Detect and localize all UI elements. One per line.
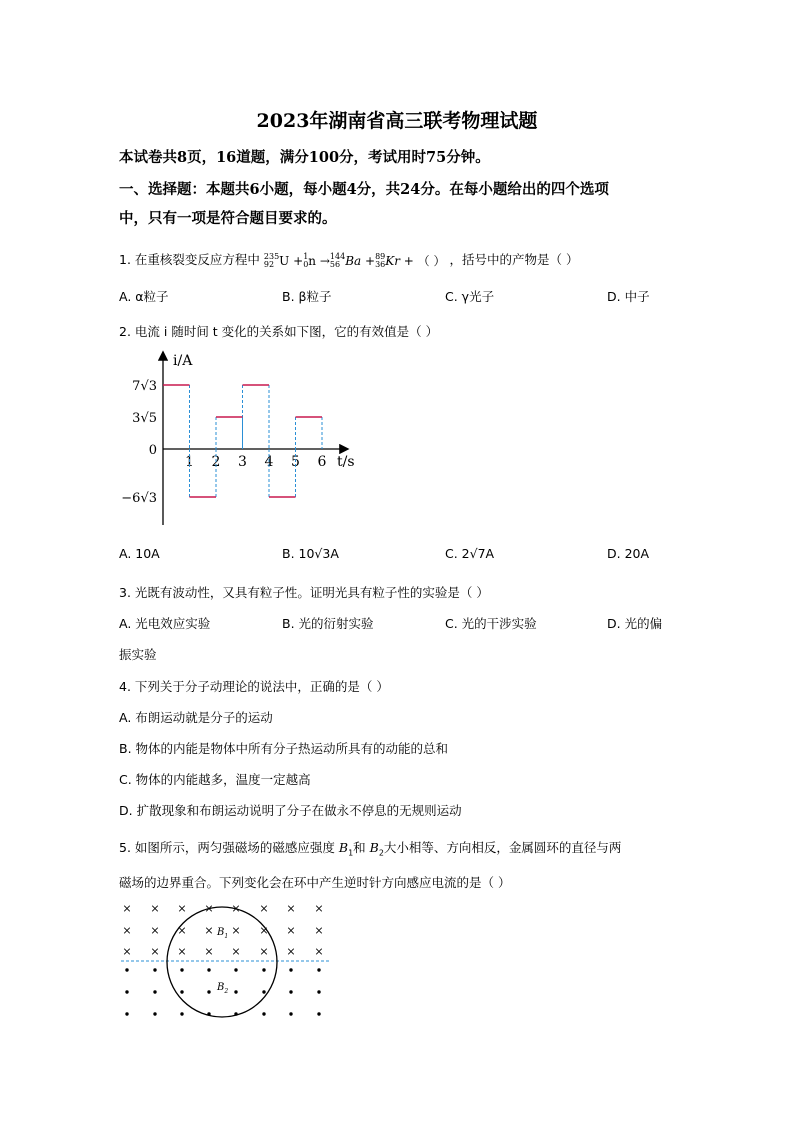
section-header-line1: 一、选择题：本题共6小题，每小题4分，共24分。在每小题给出的四个选项 — [119, 181, 609, 198]
field-into-page-mark: × — [286, 902, 296, 915]
field-into-page-mark: × — [204, 945, 214, 958]
magnetic-field-figure — [115, 898, 335, 1028]
x-tick-label: 1 — [185, 454, 194, 470]
b2-symbol: B — [369, 840, 379, 855]
field-into-page-mark: × — [150, 902, 160, 915]
u-symbol: U — [279, 253, 290, 268]
y-axis-label: i/A — [173, 353, 193, 369]
question-5-stem-mid: 和 — [353, 840, 370, 855]
field-into-page-mark: × — [314, 945, 324, 958]
field-out-of-page-mark — [262, 990, 265, 993]
q2-option-c[interactable]: C. 2√7A — [445, 546, 495, 561]
q4-option-c[interactable]: C. 物体的内能越多，温度一定越高 — [119, 772, 311, 787]
field-out-of-page-mark — [207, 990, 210, 993]
ba-mass: 144 — [329, 252, 346, 262]
kr-mass: 89 — [375, 252, 386, 262]
field-out-of-page-mark — [153, 968, 156, 971]
q1-option-b[interactable]: B. β粒子 — [282, 289, 332, 304]
x-tick-label: 2 — [211, 454, 221, 470]
question-1-stem-pre: 1. 在重核裂变反应方程中 — [119, 252, 260, 267]
ba-symbol: Ba — [345, 253, 362, 268]
q4-option-d[interactable]: D. 扩散现象和布朗运动说明了分子在做永不停息的无规则运动 — [119, 803, 462, 818]
question-1-stem — [119, 250, 578, 269]
q3-option-c[interactable]: C. 光的干涉实验 — [445, 616, 537, 631]
field-into-page-mark: × — [177, 902, 187, 915]
question-5-stem-pre: 5. 如图所示，两匀强磁场的磁感应强度 — [119, 840, 339, 855]
field-out-of-page-mark — [289, 990, 292, 993]
y-tick-label: −6√3 — [121, 491, 157, 506]
n-symbol: n — [308, 253, 317, 268]
q1-option-d[interactable]: D. 中子 — [607, 289, 650, 304]
question-5-stem-line2: 磁场的边界重合。下列变化会在环中产生逆时针方向感应电流的是（ ） — [119, 875, 511, 890]
field-out-of-page-mark — [153, 1012, 156, 1015]
q1-option-a[interactable]: A. α粒子 — [119, 289, 169, 304]
y-tick-label: 0 — [148, 443, 157, 458]
x-axis-label: t/s — [337, 454, 355, 470]
exam-intro: 本试卷共8页，16道题，满分100分，考试用时75分钟。 — [119, 149, 490, 166]
nuclear-equation: 235 92 U + 1 0 n → 144 56 Ba + 89 36 Kr + （ ） — [263, 252, 446, 270]
field-out-of-page-mark — [125, 968, 128, 971]
field-out-of-page-mark — [317, 1012, 320, 1015]
metal-ring — [167, 907, 277, 1017]
field-out-of-page-mark — [125, 990, 128, 993]
x-tick-label: 5 — [291, 454, 300, 470]
field-out-of-page-mark — [180, 1012, 183, 1015]
field-out-of-page-mark — [262, 1012, 265, 1015]
kr-z: 36 — [375, 260, 386, 270]
field-out-of-page-mark — [180, 968, 183, 971]
b1-label: $B_1$ — [217, 927, 229, 940]
field-out-of-page-mark — [317, 968, 320, 971]
page-title: 2023年湖南省高三联考物理试题 — [256, 110, 538, 132]
field-into-page-mark: × — [259, 902, 269, 915]
q3-option-b[interactable]: B. 光的衍射实验 — [282, 616, 374, 631]
field-into-page-mark: × — [231, 902, 241, 915]
current-time-graph — [115, 345, 375, 535]
field-out-of-page-mark — [234, 990, 237, 993]
field-into-page-mark: × — [150, 945, 160, 958]
question-5-stem-line1 — [119, 838, 621, 858]
b1-symbol: B — [338, 840, 349, 855]
field-into-page-mark: × — [122, 945, 132, 958]
field-out-of-page-mark — [125, 1012, 128, 1015]
b2-label: $B_2$ — [217, 982, 229, 995]
q2-option-a[interactable]: A. 10A — [119, 546, 160, 561]
q2-option-b[interactable]: B. 10√3A — [282, 546, 339, 561]
question-2-stem: 2. 电流 i 随时间 t 变化的关系如下图，它的有效值是（ ） — [119, 324, 439, 339]
q4-option-b[interactable]: B. 物体的内能是物体中所有分子热运动所具有的动能的总和 — [119, 741, 449, 756]
question-3-stem: 3. 光既有波动性，又具有粒子性。证明光具有粒子性的实验是（ ） — [119, 585, 489, 600]
field-out-of-page-mark — [262, 968, 265, 971]
field-into-page-mark: × — [177, 945, 187, 958]
question-1-stem-post: ，括号中的产物是（ ） — [449, 252, 579, 267]
q3-option-d[interactable]: D. 光的偏 — [607, 616, 663, 631]
field-into-page-mark: × — [204, 924, 214, 937]
field-out-of-page-mark — [180, 990, 183, 993]
field-into-page-mark: × — [204, 902, 214, 915]
field-into-page-mark: × — [231, 924, 241, 937]
x-tick-label: 4 — [264, 454, 274, 470]
field-out-of-page-mark — [207, 968, 210, 971]
q2-option-d[interactable]: D. 20A — [607, 546, 650, 561]
q4-option-a[interactable]: A. 布朗运动就是分子的运动 — [119, 710, 273, 725]
b2-subscript: 2 — [378, 848, 384, 858]
u-z: 92 — [263, 260, 275, 270]
field-into-page-mark: × — [259, 924, 269, 937]
field-out-of-page-mark — [153, 990, 156, 993]
section-header-line2: 中，只有一项是符合题目要求的。 — [119, 210, 337, 227]
field-into-page-mark: × — [286, 945, 296, 958]
field-out-of-page-mark — [289, 968, 292, 971]
field-into-page-mark: × — [314, 924, 324, 937]
x-tick-label: 6 — [317, 454, 327, 470]
field-into-page-mark: × — [150, 924, 160, 937]
equation-blank: （ ） — [417, 253, 446, 268]
y-tick-label: 3√5 — [132, 411, 157, 426]
q1-option-c[interactable]: C. γ光子 — [445, 289, 495, 304]
field-into-page-mark: × — [231, 945, 241, 958]
field-into-page-mark: × — [122, 924, 132, 937]
field-out-of-page-mark — [317, 990, 320, 993]
n-z: 0 — [303, 260, 309, 270]
x-tick-label: 3 — [238, 454, 247, 470]
q3-option-d-continuation: 振实验 — [119, 647, 157, 662]
field-into-page-mark: × — [286, 924, 296, 937]
n-mass: 1 — [303, 252, 309, 262]
kr-symbol: Kr — [385, 253, 400, 268]
field-into-page-mark: × — [122, 902, 132, 915]
q3-option-a[interactable]: A. 光电效应实验 — [119, 616, 211, 631]
field-into-page-mark: × — [314, 902, 324, 915]
b1-subscript: 1 — [348, 848, 354, 858]
ba-z: 56 — [329, 260, 341, 270]
y-tick-label: 7√3 — [132, 379, 157, 394]
u-mass: 235 — [263, 252, 280, 262]
field-into-page-mark: × — [259, 945, 269, 958]
field-out-of-page-mark — [234, 968, 237, 971]
question-5-stem-post: 大小相等、方向相反，金属圆环的直径与两 — [383, 840, 622, 855]
field-into-page-mark: × — [177, 924, 187, 937]
question-4-stem: 4. 下列关于分子动理论的说法中，正确的是（ ） — [119, 679, 389, 694]
field-out-of-page-mark — [289, 1012, 292, 1015]
arrow-icon: → — [319, 253, 330, 268]
